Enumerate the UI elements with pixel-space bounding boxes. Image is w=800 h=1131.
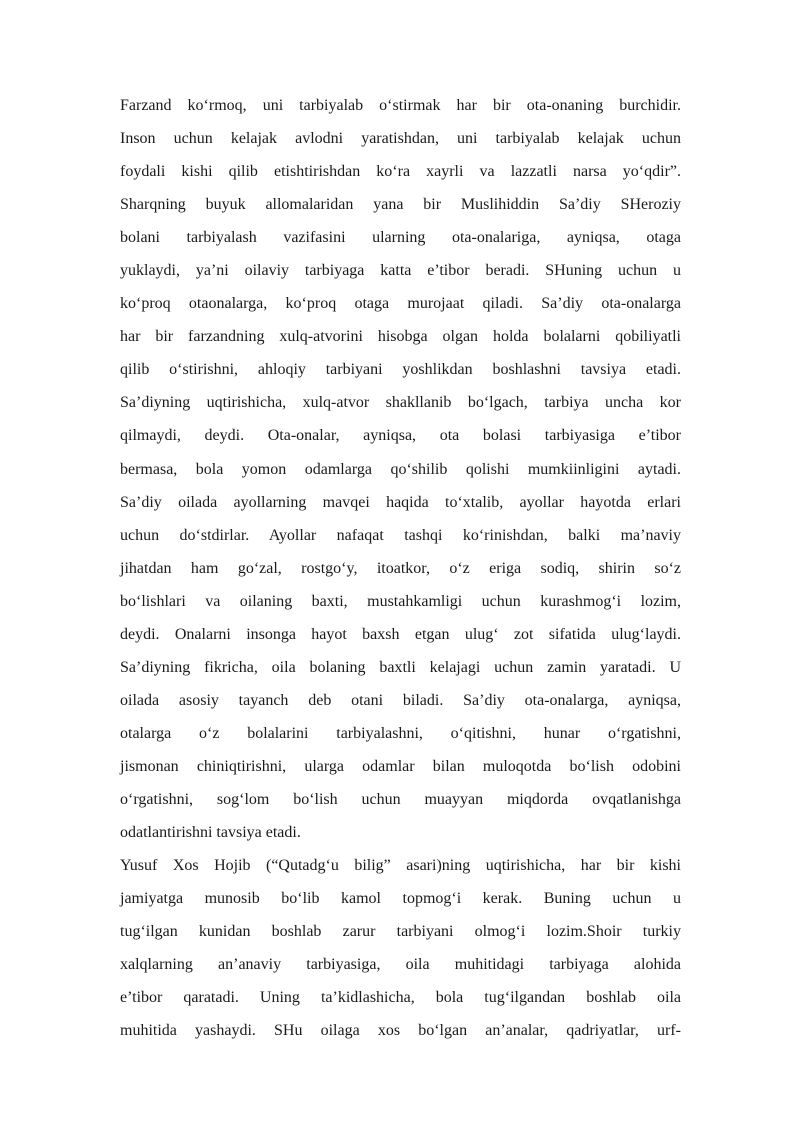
- text-line: Farzand ko‘rmoq, uni tarbiyalab o‘stirmak har bir ota-onaning burchidir.: [120, 97, 681, 114]
- text-line: o‘rgatishni, sog‘lom bo‘lish uchun muayyan miqdorda ovqatlanishga: [120, 790, 681, 808]
- text-line: foydali kishi qilib etishtirishdan ko‘ra xayrli va lazzatli narsa yo‘qdir”.: [120, 163, 681, 181]
- text-line: xalqlarning an’anaviy tarbiyasiga, oila muhitidagi tarbiyaga alohida: [120, 956, 681, 974]
- text-line: tug‘ilgan kunidan boshlab zarur tarbiyani olmog‘i lozim.Shoir turkiy: [120, 923, 681, 941]
- text-line: Sa’diy oilada ayollarning mavqei haqida to‘xtalib, ayollar hayotda erlari: [120, 493, 681, 511]
- text-line: deydi. Onalarni insonga hayot baxsh etgan ulug‘ zot sifatida ulug‘laydi.: [120, 625, 681, 643]
- text-line: Sa’diyning uqtirishicha, xulq-atvor shakllanib bo‘lgach, tarbiya uncha kor: [120, 394, 681, 412]
- text-line: bermasa, bola yomon odamlarga qo‘shilib qolishi mumkiinligini aytadi.: [120, 460, 681, 478]
- text-line: Inson uchun kelajak avlodni yaratishdan, uni tarbiyalab kelajak uchun: [120, 130, 681, 148]
- text-line: otalarga o‘z bolalarini tarbiyalashni, o‘qitishni, hunar o‘rgatishni,: [120, 724, 681, 742]
- text-line: e’tibor qaratadi. Uning ta’kidlashicha, bola tug‘ilgandan boshlab oila: [120, 989, 681, 1007]
- text-line: qilib o‘stirishni, ahloqiy tarbiyani yoshlikdan boshlashni tavsiya etadi.: [120, 361, 681, 379]
- text-line: ko‘proq otaonalarga, ko‘proq otaga murojaat qiladi. Sa’diy ota-onalarga: [120, 295, 681, 313]
- text-line: Sa’diyning fikricha, oila bolaning baxtli kelajagi uchun zamin yaratadi. U: [120, 658, 681, 676]
- text-line: yuklaydi, ya’ni oilaviy tarbiyaga katta e’tibor beradi. SHuning uchun u: [120, 262, 681, 280]
- text-line: bolani tarbiyalash vazifasini ularning ota-onalariga, ayniqsa, otaga: [120, 229, 681, 247]
- text-line: Yusuf Xos Hojib (“Qutadg‘u bilig” asari)ning uqtirishicha, har bir kishi: [120, 857, 681, 875]
- text-line: jihatdan ham go‘zal, rostgo‘y, itoatkor, o‘z eriga sodiq, shirin so‘z: [120, 559, 681, 577]
- body-text: [120, 89, 681, 1047]
- text-line: odatlantirishni tavsiya etadi.: [120, 824, 301, 842]
- text-line: oilada asosiy tayanch deb otani biladi. Sa’diy ota-onalarga, ayniqsa,: [120, 691, 681, 709]
- text-line: bo‘lishlari va oilaning baxti, mustahkamligi uchun kurashmog‘i lozim,: [120, 592, 681, 610]
- text-line: jamiyatga munosib bo‘lib kamol topmog‘i kerak. Buning uchun u: [120, 890, 681, 908]
- text-line: jismonan chiniqtirishni, ularga odamlar bilan muloqotda bo‘lish odobini: [120, 757, 681, 775]
- text-line: qilmaydi, deydi. Ota-onalar, ayniqsa, ota bolasi tarbiyasiga e’tibor: [120, 427, 681, 445]
- text-line: muhitida yashaydi. SHu oilaga xos bo‘lgan an’analar, qadriyatlar, urf-: [120, 1022, 681, 1040]
- text-line: Sharqning buyuk allomalaridan yana bir Muslihiddin Sa’diy SHeroziy: [120, 196, 681, 214]
- text-line: har bir farzandning xulq-atvorini hisobga olgan holda bolalarni qobiliyatli: [120, 328, 681, 346]
- text-line: uchun do‘stdirlar. Ayollar nafaqat tashqi ko‘rinishdan, balki ma’naviy: [120, 526, 681, 544]
